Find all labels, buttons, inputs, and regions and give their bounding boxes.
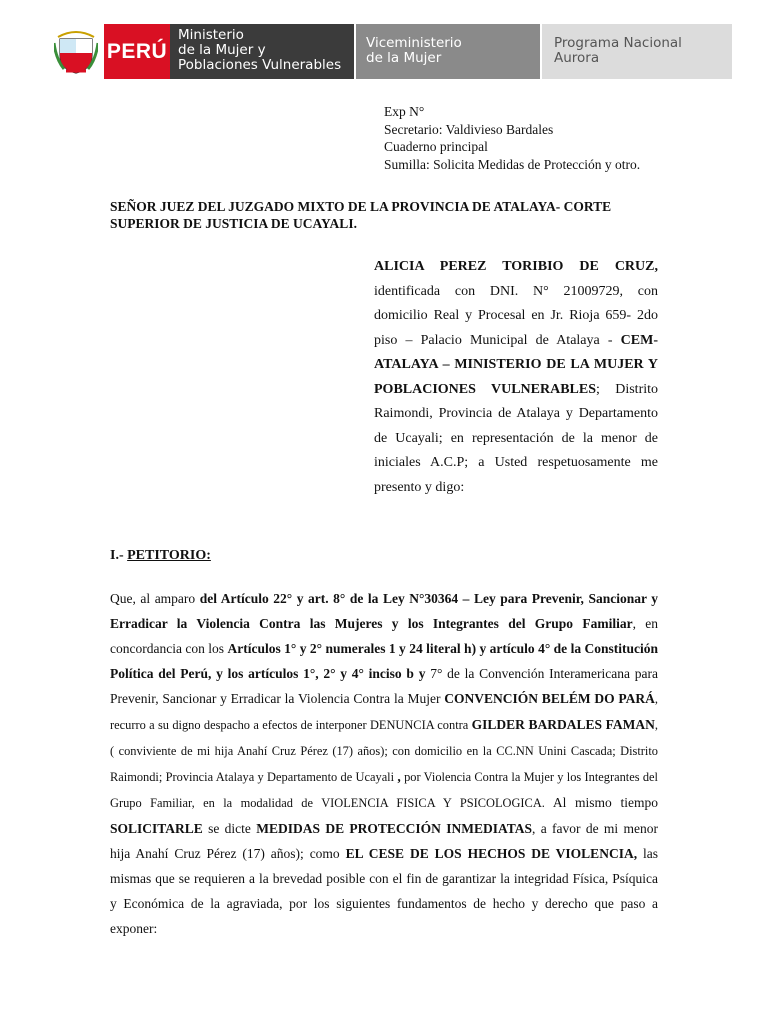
plaintiff-name: ALICIA PEREZ TORIBIO DE CRUZ, (374, 259, 658, 274)
intro-text-2: ; Distrito Raimondi, Provincia de Atalaya y Departamento de Ucayali; en representación de la menor de iniciales A.C.P; a Usted respetuosamente me presento y digo: (374, 381, 659, 495)
body-seg-3: , en concordancia con los (110, 616, 658, 656)
body-seg-6: CONVENCIÓN BELÉM DO PARÁ (444, 691, 655, 706)
case-cuaderno: Cuaderno principal (384, 139, 488, 154)
case-sumilla: Sumilla: Solicita Medidas de Protección y otro. (384, 156, 641, 172)
body-seg-9: , ( conviviente de mi hija Anahí Cruz Pérez (17) años); con domicilio en la CC.NN Unini Cascada; Distrito Raimondi; Provincia Atalaya y Departamento de Ucayali (110, 718, 659, 784)
addressee-heading: SEÑOR JUEZ DEL JUZGADO MIXTO DE LA PROVINCIA DE ATALAYA- CORTE SUPERIOR DE JUSTICIA DE UCAYALI. (110, 199, 612, 231)
body-seg-12: Al mismo tiempo (544, 795, 658, 810)
body-seg-8: GILDER BARDALES FAMAN (471, 717, 655, 732)
coat-of-arms-icon (48, 24, 104, 79)
section-title: PETITORIO: (127, 548, 211, 563)
body-seg-10: , (397, 769, 401, 784)
section-number: I.- (110, 548, 128, 563)
header-banner (48, 24, 732, 79)
body-seg-13: SOLICITARLE (110, 821, 203, 836)
body-seg-15: MEDIDAS DE PROTECCIÓN INMEDIATAS (256, 821, 533, 836)
program-line-1: Programa Nacional (554, 35, 682, 51)
program-line-2: Aurora (554, 50, 600, 66)
ministry-line-3: Poblaciones Vulnerables (178, 57, 342, 73)
body-seg-11: por Violencia Contra la Mujer y los Integrantes del Grupo Familiar, en la modalidad de VIOLENCIA FISICA Y PSICOLOGICA. (110, 770, 659, 810)
case-info (384, 103, 640, 173)
ministry-line-1: Ministerio (178, 27, 244, 43)
vice-line-2: de la Mujer (366, 50, 442, 66)
body-seg-18: las mismas que se requieren a la brevedad posible con el fin de garantizar la integridad Física, Psíquica y Económica de la agraviada, por los siguientes fundamentos de hecho y derecho que paso a exponer: (110, 846, 658, 936)
body-seg-4: Artículos 1° y 2° numerales 1 y 24 literal h) y artículo 4° de la Constitución Política del Perú, y los artículos 1°, 2° y 4° inciso b y (110, 641, 659, 681)
peru-label: PERÚ (104, 24, 170, 79)
petitorio-paragraph (110, 586, 658, 941)
body-seg-2: del Artículo 22° y art. 8° de la Ley N°30364 – Ley para Prevenir, Sancionar y Erradicar la Violencia Contra las Mujeres y los Integrantes del Grupo Familiar (110, 591, 658, 631)
case-exp: Exp N° (384, 104, 425, 119)
intro-text-1: identificada con DNI. N° 21009729, con domicilio Real y Procesal en Jr. Rioja 659- 2do piso – Palacio Municipal de Atalaya - (374, 283, 658, 348)
intro-bold-1: CEM-ATALAYA – MINISTERIO DE LA MUJER Y POBLACIONES VULNERABLES (374, 332, 658, 397)
body-seg-17: EL CESE DE LOS HECHOS DE VIOLENCIA, (345, 846, 638, 861)
intro-paragraph (374, 255, 658, 500)
body-seg-7: , recurro a su digno despacho a efectos de interponer DENUNCIA contra (110, 692, 658, 732)
viceministry-label (356, 24, 540, 79)
ministry-line-2: de la Mujer y (178, 42, 266, 58)
program-label (542, 24, 732, 79)
body-seg-5: 7° de la Convención Interamericana para Prevenir, Sancionar y Erradicar la Violencia Contra la Mujer (110, 666, 659, 706)
body-seg-1: Que, al amparo (110, 591, 200, 606)
case-secretario: Secretario: Valdivieso Bardales (384, 121, 554, 137)
body-seg-14: se dicte (202, 821, 257, 836)
section-heading (110, 547, 211, 565)
vice-line-1: Viceministerio (366, 35, 462, 51)
body-seg-16: , a favor de mi menor hija Anahí Cruz Pérez (17) años); como (110, 821, 658, 861)
ministry-label (170, 24, 354, 79)
